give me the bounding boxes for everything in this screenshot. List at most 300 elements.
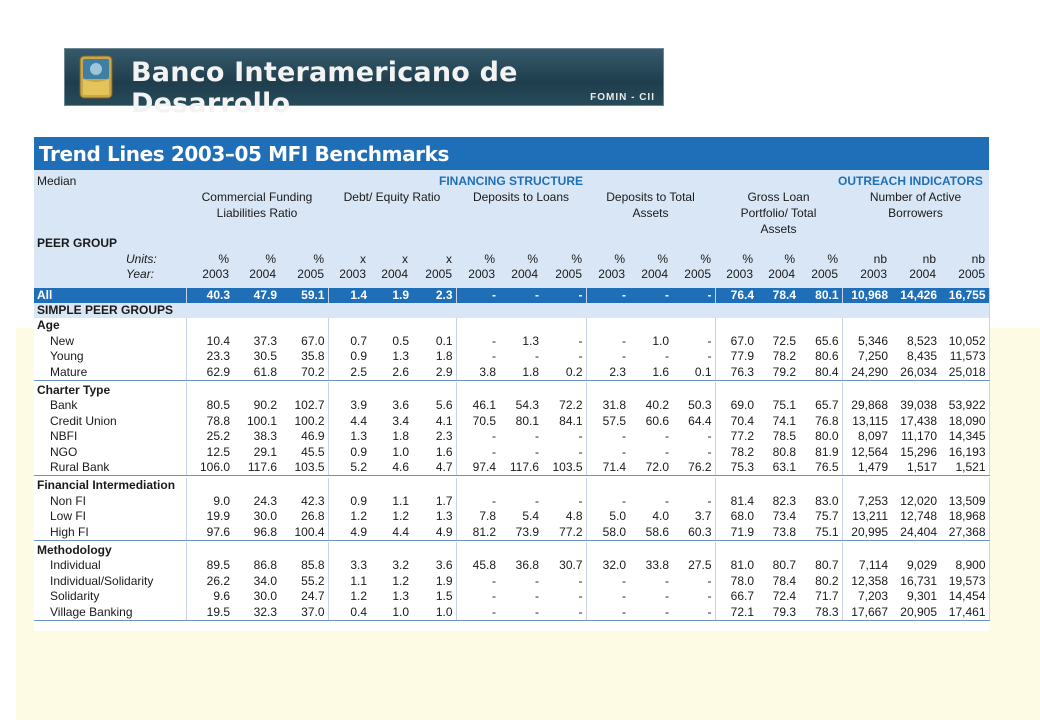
- row-label: Solidarity: [34, 589, 186, 605]
- table-cell: 3.3: [350, 558, 367, 573]
- table-cell: -: [492, 333, 496, 348]
- column-group-title: Debt/ Equity Ratio: [343, 190, 441, 204]
- table-cell: 9.6: [213, 589, 230, 604]
- table-cell: -: [542, 494, 586, 510]
- table-cell: 1.4: [328, 288, 370, 303]
- table-cell: 19.9: [206, 509, 230, 524]
- table-cell: 67.0: [730, 333, 754, 348]
- empty-cell: [186, 382, 233, 398]
- year-header: 2003: [860, 267, 887, 281]
- table-cell: 4.4: [370, 525, 412, 541]
- table-cell: 5.6: [412, 398, 456, 414]
- table-cell: 76.5: [799, 460, 842, 476]
- empty-cell: [629, 318, 672, 334]
- table-cell: 45.8: [472, 558, 496, 573]
- table-cell: 8,435: [906, 349, 937, 364]
- empty-cell: [940, 382, 989, 398]
- table-row: [34, 574, 989, 590]
- empty-cell: [328, 478, 370, 494]
- table-cell: -: [542, 574, 586, 590]
- table-cell: 59.1: [280, 288, 328, 303]
- table-cell: -: [665, 429, 669, 444]
- table-cell: -: [622, 349, 626, 364]
- table-cell: 1.6: [412, 445, 456, 461]
- section-title: Charter Type: [34, 382, 186, 398]
- column-group-title: Deposits to Total: [606, 190, 695, 204]
- table-cell: 76.8: [799, 414, 842, 430]
- table-cell: 0.2: [542, 365, 586, 381]
- table-cell: -: [492, 429, 496, 444]
- table-cell: 8,097: [857, 429, 888, 444]
- table-cell: 5.2: [328, 460, 370, 476]
- table-cell: 96.8: [233, 525, 280, 541]
- table-cell: 4.1: [412, 414, 456, 430]
- table-cell: -: [629, 288, 672, 303]
- outreach-indicators-heading: OUTREACH INDICATORS: [838, 174, 983, 188]
- table-cell: 90.2: [253, 398, 277, 413]
- table-cell: 77.9: [730, 349, 754, 364]
- bank-logo-banner: [64, 48, 664, 119]
- row-label: NBFI: [34, 429, 186, 445]
- table-cell: 76.2: [672, 460, 715, 476]
- table-cell: 80.7: [799, 558, 842, 574]
- table-cell: 18,968: [940, 509, 989, 525]
- table-cell: 27,368: [940, 525, 989, 541]
- table-cell: -: [492, 589, 496, 604]
- table-cell: 30.5: [253, 349, 277, 364]
- table-cell: 1,517: [891, 460, 940, 476]
- table-cell: 1,521: [940, 460, 989, 476]
- empty-cell: [280, 382, 328, 398]
- table-cell: -: [622, 589, 626, 604]
- table-cell: 13,115: [852, 413, 888, 428]
- year-header: 2005: [297, 267, 324, 281]
- table-cell: 66.7: [730, 589, 754, 604]
- unit-label: x: [360, 252, 366, 266]
- table-cell: -: [622, 445, 626, 460]
- table-cell: 103.5: [542, 460, 586, 476]
- empty-cell: [280, 478, 328, 494]
- table-cell: 40.2: [645, 398, 669, 413]
- table-cell: 1.0: [412, 605, 456, 621]
- table-cell: 80.7: [772, 558, 796, 573]
- table-cell: 11,170: [901, 429, 937, 444]
- table-cell: 10,968: [842, 288, 891, 303]
- empty-cell: [370, 318, 412, 334]
- table-cell: 35.8: [280, 349, 328, 365]
- bank-subtitle: FOMIN - CII: [590, 92, 655, 103]
- year-header: 2003: [468, 267, 495, 281]
- table-cell: 31.8: [602, 398, 626, 413]
- table-cell: 20,995: [842, 525, 891, 541]
- table-cell: -: [456, 288, 499, 303]
- empty-cell: [672, 318, 715, 334]
- table-cell: 5.0: [609, 509, 626, 524]
- section-header-row: [34, 542, 989, 558]
- table-cell: 0.9: [350, 493, 367, 508]
- row-label: Low FI: [34, 509, 186, 525]
- table-cell: 77.2: [542, 525, 586, 541]
- empty-cell: [186, 478, 233, 494]
- table-cell: 17,667: [842, 605, 891, 621]
- empty-cell: [842, 542, 891, 558]
- empty-cell: [186, 542, 233, 558]
- unit-label: x: [446, 252, 452, 266]
- table-cell: 71.4: [586, 460, 629, 476]
- table-cell: 85.8: [280, 558, 328, 574]
- table-cell: 26.2: [206, 573, 230, 588]
- empty-cell: [499, 318, 542, 334]
- empty-cell: [186, 318, 233, 334]
- table-cell: -: [492, 445, 496, 460]
- year-label: Year:: [126, 267, 155, 281]
- table-cell: 12,020: [900, 493, 937, 508]
- table-cell: 70.4: [730, 413, 754, 428]
- table-cell: 1.8: [412, 349, 456, 365]
- column-group-title: Borrowers: [888, 206, 943, 220]
- table-cell: 81.2: [456, 525, 499, 541]
- table-cell: 100.4: [280, 525, 328, 541]
- table-cell: 72.0: [629, 460, 672, 476]
- table-cell: 106.0: [186, 460, 233, 476]
- empty-cell: [542, 542, 586, 558]
- table-cell: 11,573: [940, 349, 989, 365]
- table-cell: 68.0: [730, 509, 754, 524]
- empty-cell: [940, 478, 989, 494]
- row-label: Bank: [34, 398, 186, 414]
- empty-cell: [456, 318, 499, 334]
- table-cell: 37.3: [253, 333, 277, 348]
- empty-cell: [328, 542, 370, 558]
- table-cell: 81.0: [730, 558, 754, 573]
- row-label: Village Banking: [34, 605, 186, 621]
- table-cell: 13,211: [852, 509, 888, 524]
- empty-cell: [233, 318, 280, 334]
- table-cell: 3.9: [350, 398, 367, 413]
- table-cell: 75.1: [772, 398, 796, 413]
- table-cell: 83.0: [799, 494, 842, 510]
- table-cell: 76.3: [715, 365, 757, 381]
- empty-cell: [499, 382, 542, 398]
- table-row-all: [34, 288, 989, 303]
- table-cell: 72.4: [772, 589, 796, 604]
- table-cell: 1.1: [350, 573, 367, 588]
- table-row: [34, 334, 989, 350]
- empty-cell: [370, 542, 412, 558]
- table-cell: 3.4: [392, 413, 409, 428]
- bank-name: Banco Interamericano de Desarrollo: [131, 57, 518, 119]
- table-cell: 62.9: [186, 365, 233, 381]
- empty-cell: [891, 318, 940, 334]
- unit-label: %: [484, 252, 495, 266]
- table-cell: 69.0: [730, 398, 754, 413]
- table-cell: -: [542, 589, 586, 605]
- table-cell: 1.2: [392, 573, 409, 588]
- table-row: [34, 414, 989, 430]
- empty-cell: [629, 542, 672, 558]
- table-cell: 80.1: [799, 288, 842, 303]
- table-row: [34, 349, 989, 365]
- table-cell: 102.7: [280, 398, 328, 414]
- table-cell: 17,438: [900, 413, 937, 428]
- table-cell: 67.0: [280, 334, 328, 350]
- table-cell: -: [535, 349, 539, 364]
- column-group-title: Portfolio/ Total: [740, 206, 817, 220]
- empty-cell: [233, 382, 280, 398]
- table-cell: 4.0: [652, 509, 669, 524]
- table-row: [34, 525, 989, 541]
- year-header: 2003: [726, 267, 753, 281]
- financing-structure-heading: FINANCING STRUCTURE: [439, 174, 583, 188]
- table-cell: 24,404: [891, 525, 940, 541]
- column-group-title: Commercial Funding: [201, 190, 313, 204]
- table-cell: 16,755: [940, 288, 989, 303]
- empty-cell: [799, 318, 842, 334]
- table-cell: 4.8: [542, 509, 586, 525]
- table-cell: 1.3: [412, 509, 456, 525]
- column-group-title: Assets: [632, 206, 669, 220]
- table-cell: 75.3: [715, 460, 757, 476]
- table-cell: 24.3: [253, 493, 277, 508]
- table-row: [34, 605, 989, 621]
- table-cell: -: [622, 333, 626, 348]
- row-label: Rural Bank: [34, 460, 186, 476]
- row-label: Young: [34, 349, 186, 365]
- table-cell: 14,454: [940, 589, 989, 605]
- empty-cell: [715, 542, 757, 558]
- year-header: 2004: [381, 267, 408, 281]
- empty-cell: [280, 318, 328, 334]
- table-cell: 79.3: [757, 605, 799, 621]
- table-cell: 25.2: [206, 429, 230, 444]
- year-header: 2003: [202, 267, 229, 281]
- table-cell: -: [672, 334, 715, 350]
- table-cell: 1.8: [392, 429, 409, 444]
- empty-cell: [412, 542, 456, 558]
- table-cell: 103.5: [280, 460, 328, 476]
- section-header-row: [34, 478, 989, 494]
- table-cell: 40.3: [186, 288, 233, 303]
- table-cell: -: [499, 605, 542, 621]
- benchmark-table-sheet: [34, 137, 989, 631]
- empty-cell: [940, 318, 989, 334]
- table-cell: 55.2: [280, 574, 328, 590]
- table-cell: 97.4: [456, 460, 499, 476]
- table-cell: -: [672, 349, 715, 365]
- empty-cell: [456, 542, 499, 558]
- empty-cell: [629, 478, 672, 494]
- empty-cell: [542, 382, 586, 398]
- table-cell: 26.8: [280, 509, 328, 525]
- empty-cell: [412, 382, 456, 398]
- table-cell: 25,018: [940, 365, 989, 381]
- section-heading: SIMPLE PEER GROUPS: [34, 303, 989, 318]
- unit-label: %: [313, 252, 324, 266]
- table-cell: 89.5: [206, 558, 230, 573]
- table-cell: 4.9: [412, 525, 456, 541]
- table-cell: 64.4: [672, 414, 715, 430]
- empty-cell: [456, 478, 499, 494]
- table-cell: 4.4: [350, 413, 367, 428]
- empty-cell: [799, 478, 842, 494]
- row-label: Individual/Solidarity: [34, 574, 186, 590]
- row-label: All: [34, 288, 186, 303]
- table-row: [34, 589, 989, 605]
- empty-cell: [715, 382, 757, 398]
- table-cell: 0.5: [392, 333, 409, 348]
- empty-cell: [328, 382, 370, 398]
- table-cell: 23.3: [206, 349, 230, 364]
- empty-cell: [233, 542, 280, 558]
- empty-cell: [672, 382, 715, 398]
- table-cell: 2.3: [412, 429, 456, 445]
- empty-cell: [542, 318, 586, 334]
- peer-group-label: PEER GROUP: [37, 236, 118, 250]
- table-cell: 10.4: [206, 333, 230, 348]
- gap-cell: [34, 620, 989, 622]
- table-cell: 2.9: [412, 365, 456, 381]
- unit-label: %: [784, 252, 795, 266]
- table-cell: 78.2: [730, 445, 754, 460]
- table-cell: 32.3: [233, 605, 280, 621]
- table-cell: 12,564: [851, 445, 888, 460]
- table-cell: -: [665, 445, 669, 460]
- table-cell: 58.6: [629, 525, 672, 541]
- table-cell: 7,114: [858, 558, 888, 573]
- column-group-title: Gross Loan: [747, 190, 810, 204]
- table-cell: 26,034: [891, 365, 940, 381]
- table-cell: 84.1: [542, 414, 586, 430]
- table-cell: 100.1: [246, 413, 277, 428]
- table-cell: 7,250: [857, 349, 888, 364]
- background-panel: [16, 630, 1040, 720]
- table-cell: 3.6: [412, 558, 456, 574]
- table-cell: 1.0: [392, 445, 409, 460]
- section-header-row: [34, 382, 989, 398]
- table-cell: 12,358: [851, 573, 888, 588]
- table-cell: 2.3: [412, 288, 456, 303]
- empty-cell: [370, 478, 412, 494]
- year-header: 2005: [684, 267, 711, 281]
- unit-label: %: [700, 252, 711, 266]
- table-cell: 61.8: [233, 365, 280, 381]
- table-cell: 8,900: [940, 558, 989, 574]
- row-label: Credit Union: [34, 414, 186, 430]
- empty-cell: [586, 318, 629, 334]
- table-cell: 117.6: [233, 460, 280, 476]
- unit-label: %: [218, 252, 229, 266]
- table-cell: 1.2: [350, 509, 367, 524]
- table-cell: 46.9: [280, 429, 328, 445]
- table-cell: 97.6: [186, 525, 233, 541]
- empty-cell: [233, 478, 280, 494]
- table-cell: 100.2: [280, 414, 328, 430]
- empty-cell: [842, 318, 891, 334]
- unit-label: x: [402, 252, 408, 266]
- table-cell: 32.0: [602, 558, 626, 573]
- empty-cell: [799, 542, 842, 558]
- table-cell: 27.5: [672, 558, 715, 574]
- table-cell: 24.7: [280, 589, 328, 605]
- unit-label: nb: [873, 252, 887, 266]
- table-cell: 34.0: [253, 573, 277, 588]
- table-cell: -: [672, 288, 715, 303]
- year-header: 2003: [598, 267, 625, 281]
- table-cell: 5.4: [522, 509, 539, 524]
- empty-cell: [672, 478, 715, 494]
- table-cell: 30.0: [253, 589, 277, 604]
- table-cell: 63.1: [757, 460, 799, 476]
- table-cell: 0.9: [350, 349, 367, 364]
- table-cell: 14,345: [940, 429, 989, 445]
- simple-peer-groups-row: [34, 303, 989, 318]
- row-label: NGO: [34, 445, 186, 461]
- table-cell: 80.8: [772, 445, 796, 460]
- table-cell: -: [672, 494, 715, 510]
- table-cell: 1.8: [499, 365, 542, 381]
- table-cell: 1.3: [522, 333, 539, 348]
- bank-emblem-icon: [79, 55, 113, 99]
- table-cell: 0.9: [350, 445, 367, 460]
- unit-label: %: [265, 252, 276, 266]
- table-cell: 38.3: [253, 429, 277, 444]
- table-cell: 1.0: [652, 333, 669, 348]
- unit-label: %: [742, 252, 753, 266]
- table-cell: 73.8: [757, 525, 799, 541]
- table-cell: 65.7: [799, 398, 842, 414]
- table-cell: 19.5: [186, 605, 233, 621]
- table-cell: 71.9: [715, 525, 757, 541]
- empty-cell: [799, 382, 842, 398]
- table-cell: -: [672, 589, 715, 605]
- table-cell: 80.2: [799, 574, 842, 590]
- table-cell: 1.5: [412, 589, 456, 605]
- table-cell: 0.7: [350, 333, 367, 348]
- table-cell: -: [535, 589, 539, 604]
- table-cell: 0.1: [672, 365, 715, 381]
- row-label: New: [34, 334, 186, 350]
- median-label: Median: [37, 174, 77, 188]
- table-cell: 1,479: [842, 460, 891, 476]
- table-cell: 17,461: [940, 605, 989, 621]
- table-cell: 1.2: [350, 589, 367, 604]
- table-cell: 14,426: [891, 288, 940, 303]
- column-group-title: Assets: [760, 222, 797, 236]
- table-cell: 2.3: [586, 365, 629, 381]
- table-cell: 42.3: [280, 494, 328, 510]
- table-cell: 3.7: [672, 509, 715, 525]
- section-title: Financial Intermediation: [34, 478, 186, 494]
- table-cell: 3.2: [392, 558, 409, 573]
- year-header: 2005: [811, 267, 838, 281]
- table-cell: 76.4: [715, 288, 757, 303]
- table-cell: 16,193: [940, 445, 989, 461]
- unit-label: %: [527, 252, 538, 266]
- table-cell: 1.2: [392, 509, 409, 524]
- table-cell: 2.6: [370, 365, 412, 381]
- table-cell: 65.6: [799, 334, 842, 350]
- table-cell: -: [542, 429, 586, 445]
- empty-cell: [891, 542, 940, 558]
- table-cell: 79.2: [757, 365, 799, 381]
- table-cell: 45.5: [280, 445, 328, 461]
- table-cell: 1.9: [370, 288, 412, 303]
- table-cell: 9,301: [906, 589, 937, 604]
- table-cell: 3.6: [392, 398, 409, 413]
- year-header: 2005: [958, 267, 985, 281]
- table-cell: 78.2: [772, 349, 796, 364]
- table-title: Trend Lines 2003–05 MFI Benchmarks: [34, 137, 989, 170]
